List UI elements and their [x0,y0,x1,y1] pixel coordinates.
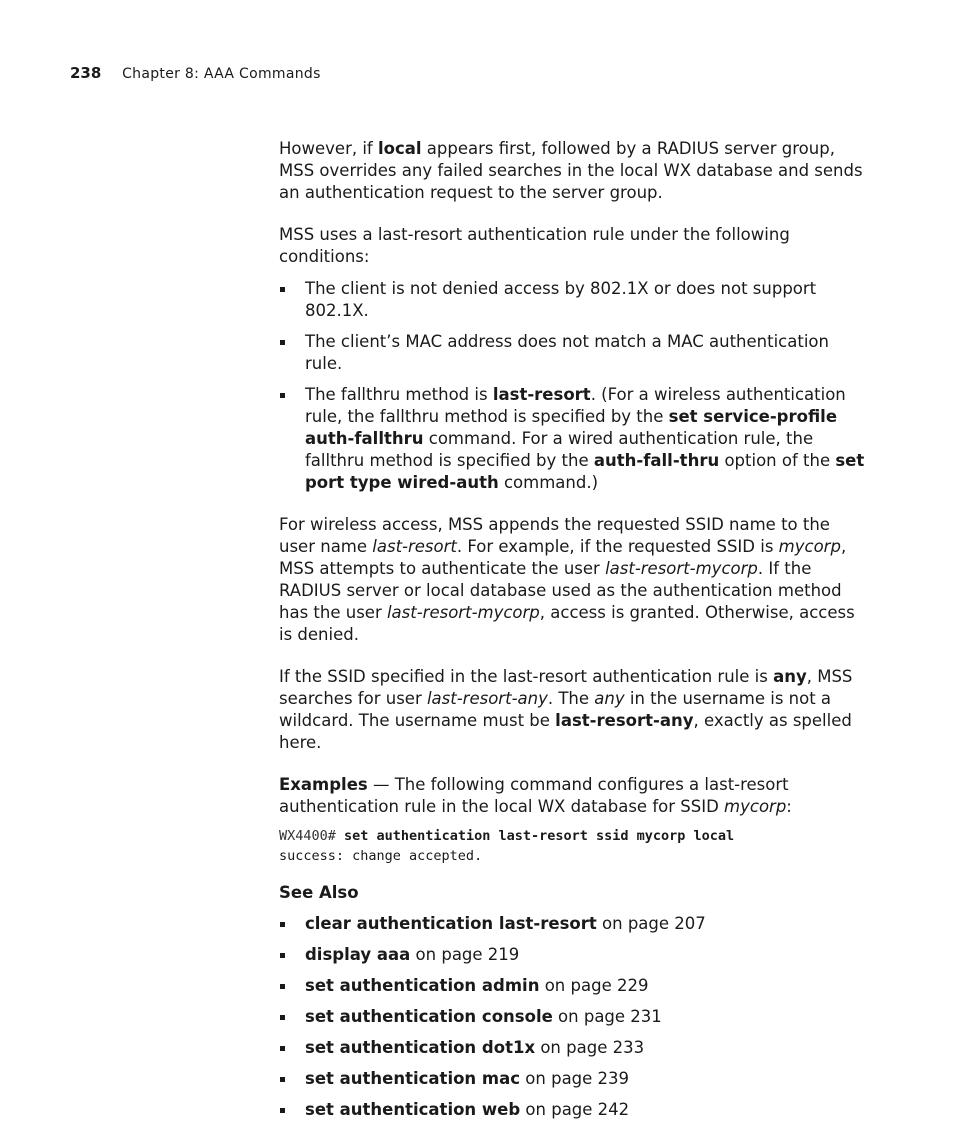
see-also-item[interactable]: display aaa on page 219 [279,944,865,966]
page-header [70,64,321,82]
paragraph-local-first: However, if local appears first, followed by a RADIUS server group, MSS overrides any failed searches in the local WX database and sends an authentication request to the server group. [279,139,863,202]
paragraph-conditions-intro: MSS uses a last-resort authentication rule under the following conditions: [279,225,790,266]
main-column [279,138,865,1141]
see-also-item[interactable]: set authentication console on page 231 [279,1006,865,1028]
see-also-item[interactable]: clear authentication last-resort on page 207 [279,913,865,935]
see-also-item[interactable]: set authentication admin on page 229 [279,975,865,997]
list-item: The fallthru method is last-resort. (For a wireless authentication rule, the fallthru method is specified by the set service-profile auth-fallthru command. For a wired authentication rule, the fallthru method is specified by the auth-fall-thru option of the set port type wired-auth command.) [279,384,865,494]
see-also-item[interactable]: set authentication mac on page 239 [279,1068,865,1090]
code-example [279,826,865,866]
paragraph-examples: Examples — The following command configures a last-resort authentication rule in the local WX database for SSID mycorp: [279,775,792,816]
list-item: The client’s MAC address does not match a MAC authentication rule. [279,331,865,375]
see-also-heading: See Also [279,883,359,902]
paragraph-ssid-any: If the SSID specified in the last-resort authentication rule is any, MSS searches for user last-resort-any. The any in the username is not a wildcard. The username must be last-resort-any, exactly as spelled here. [279,667,853,752]
list-item: The client is not denied access by 802.1X or does not support 802.1X. [279,278,865,322]
see-also-item[interactable]: set authentication web on page 242 [279,1099,865,1121]
chapter-title: Chapter 8: AAA Commands [122,66,321,82]
code-prompt: WX4400# [279,828,345,844]
see-also-item[interactable]: set authentication dot1x on page 233 [279,1037,865,1059]
conditions-list [279,278,865,494]
code-command: set authentication last-resort ssid mycorp local [344,828,735,844]
see-also-list [279,913,865,1121]
paragraph-wireless-access: For wireless access, MSS appends the requested SSID name to the user name last-resort. For example, if the requested SSID is mycorp, MSS attempts to authenticate the user last-resort-mycorp. If the RADIUS server or local database used as the authentication method has the user last-resort-mycorp, access is granted. Otherwise, access is denied. [279,515,855,644]
page-number: 238 [70,64,102,82]
code-output: success: change accepted. [279,848,483,864]
